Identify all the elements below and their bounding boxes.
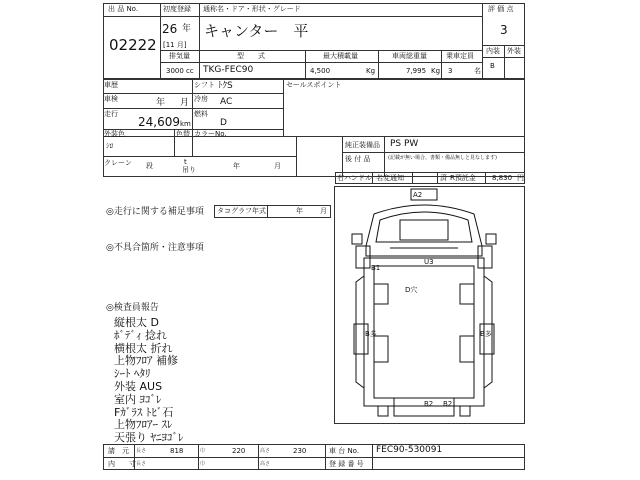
inspector-item: ﾎﾞﾃﾞｨ 捻れ: [114, 328, 167, 342]
sales-point-label: セールスポイント: [286, 81, 342, 89]
diagram-bed-outline: [364, 258, 484, 406]
displacement-label: 排気量: [169, 52, 190, 60]
inspector-item: 室内 ﾖｺﾞﾚ: [114, 392, 162, 406]
diagram-bed-floor: [374, 266, 474, 398]
ac-label: 冷房: [194, 95, 208, 103]
interior-dim-label: 内 寸: [108, 460, 136, 468]
lot-number: 02222: [109, 36, 157, 54]
inspector-item: 上物ﾌﾛｱ 補修: [114, 354, 178, 368]
diagram-mirror-left: [352, 234, 362, 244]
max-load-value: 4,500: [310, 67, 331, 75]
color-change-label: 色替: [176, 130, 190, 138]
mileage-unit: km: [180, 120, 191, 128]
tacho-month: 月: [320, 207, 327, 215]
row2-length-unit: 長さ: [136, 461, 147, 467]
diagram-front-wheel-right: [478, 246, 492, 268]
inspector-item: ｼｰﾄ ﾍﾀﾘ: [114, 367, 151, 381]
tacho-year: 年: [296, 207, 303, 215]
max-load-unit: Kg: [366, 67, 376, 75]
aftermarket-note: (記載が無い場合、書類・備品無しと見なします): [388, 155, 497, 161]
crane-stage: 段: [146, 162, 153, 170]
displacement-unit: cc: [186, 67, 194, 75]
first-reg-year: 26: [162, 22, 178, 36]
invoice-label: 請 元: [108, 447, 129, 455]
diagram-mark-b2: B2: [424, 400, 434, 408]
inspector-item: 縦根太 D: [114, 316, 159, 329]
diagram-mark-b-left: B多: [365, 330, 377, 338]
chassis-label: 車 台 No.: [329, 447, 360, 455]
truck-diagram: [334, 186, 525, 424]
diagram-mark-u3: U3: [424, 258, 434, 266]
inspector-item: 天張り ﾔﾆﾖｺﾞﾚ: [114, 431, 184, 445]
capacity-unit: 名: [474, 67, 481, 75]
steering-label: 右ハンドル: [337, 174, 372, 182]
history-label: 車歴: [104, 81, 118, 89]
inspector-item: 上物ﾌﾛｱｰ ｽﾚ: [114, 418, 173, 432]
row1-width-unit: 巾: [200, 448, 206, 454]
color-no-label: カラーNo.: [194, 130, 227, 138]
model-value: TKG-FEC90: [203, 65, 254, 75]
recycle-fee-unit: 円: [517, 174, 524, 182]
car-name: キャンター 平: [204, 22, 309, 40]
crane-hook-label: 吊り: [182, 166, 196, 174]
genuine-equipment-label: 純正装備品: [345, 141, 380, 149]
gross-weight-label: 車両総重量: [392, 52, 427, 60]
defect-note-heading: ◎不具合箇所・注意事項: [106, 243, 204, 253]
row1-length-unit: 長さ: [136, 448, 147, 454]
inspection-label: 車検: [104, 95, 118, 103]
crane-year: 年: [233, 162, 240, 170]
inspector-item: 横根太 折れ: [114, 341, 173, 355]
first-reg-month: [11 月]: [163, 41, 187, 49]
first-reg-year-unit: 年: [182, 24, 192, 34]
ext-color-value: ｼﾛ: [106, 142, 113, 150]
mileage-label: 走行: [104, 110, 118, 118]
inspector-list: [114, 316, 294, 444]
displacement-value: 3000: [166, 67, 184, 75]
max-load-label: 最大積載量: [323, 52, 358, 60]
inspection-year-unit: 年: [156, 98, 166, 108]
recycle-fee-label: R預託金: [450, 174, 476, 182]
row1-height-unit: 高さ: [260, 448, 271, 454]
row2-width-unit: 巾: [200, 461, 206, 467]
diagram-mark-b1: B1: [371, 264, 381, 272]
mileage-value: 24,609: [138, 115, 180, 129]
diagram-mark-d-hole: D穴: [405, 286, 418, 294]
fuel-value: D: [220, 118, 227, 128]
inspector-item: Fｶﾞﾗｽ ﾄﾋﾞ石: [114, 405, 174, 419]
gross-weight-unit: Kg: [431, 67, 441, 75]
crane-month: 月: [274, 162, 281, 170]
inspector-item: 外装 AUS: [114, 379, 163, 393]
name-change-label: 名変通知: [376, 174, 404, 182]
diagram-mark-b-right: B多: [480, 330, 492, 338]
recycle-done-label: 済: [440, 174, 447, 182]
row2-height-unit: 高さ: [260, 461, 271, 467]
genuine-equipment-value: PS PW: [390, 139, 419, 149]
gross-weight-value: 7,995: [406, 67, 427, 75]
crane-label: クレーン: [104, 159, 132, 167]
tacho-label: タコグラフ年式: [217, 207, 266, 215]
diagram-front-wheel-left: [356, 246, 370, 268]
inspection-month-unit: 月: [180, 98, 190, 108]
model-label: 型 式: [237, 52, 265, 60]
row1-height-value: 230: [293, 447, 307, 455]
capacity-value: 3: [448, 67, 453, 75]
reg-no-label: 登 録 番 号: [329, 460, 364, 468]
exterior-grade-label: 外装: [507, 47, 521, 55]
shift-label: シフト: [194, 81, 215, 89]
row1-width-value: 220: [232, 447, 246, 455]
ext-color-label: 外装色: [104, 130, 125, 138]
diagram-mark-a2: A2: [413, 191, 423, 199]
interior-grade-value: B: [490, 62, 495, 70]
inspector-note-heading: ◎検査員報告: [106, 303, 159, 313]
shift-value: ﾄｸS: [218, 81, 233, 91]
chassis-value: FEC90-530091: [376, 445, 443, 455]
crane-hook-t: t: [184, 158, 187, 166]
aftermarket-label: 後 付 品: [345, 155, 371, 163]
car-name-label: 通称名・ドア・形状・グレード: [203, 5, 301, 13]
lot-label: 出 品 No.: [108, 5, 139, 13]
diagram-mirror-right: [486, 234, 496, 244]
mileage-note-heading: ◎走行に関する補足事項: [106, 207, 204, 217]
score-value: 3: [500, 23, 508, 37]
first-reg-label: 初度登録: [163, 5, 191, 13]
recycle-fee-value: 8,830: [492, 174, 513, 182]
row1-length-value: 818: [170, 447, 184, 455]
score-label: 評 価 点: [488, 5, 514, 13]
capacity-label: 乗車定員: [446, 52, 474, 60]
interior-grade-label: 内装: [486, 47, 500, 55]
ac-value: AC: [220, 97, 233, 107]
diagram-mark-b2-second: B2: [443, 400, 453, 408]
fuel-label: 燃料: [194, 110, 208, 118]
